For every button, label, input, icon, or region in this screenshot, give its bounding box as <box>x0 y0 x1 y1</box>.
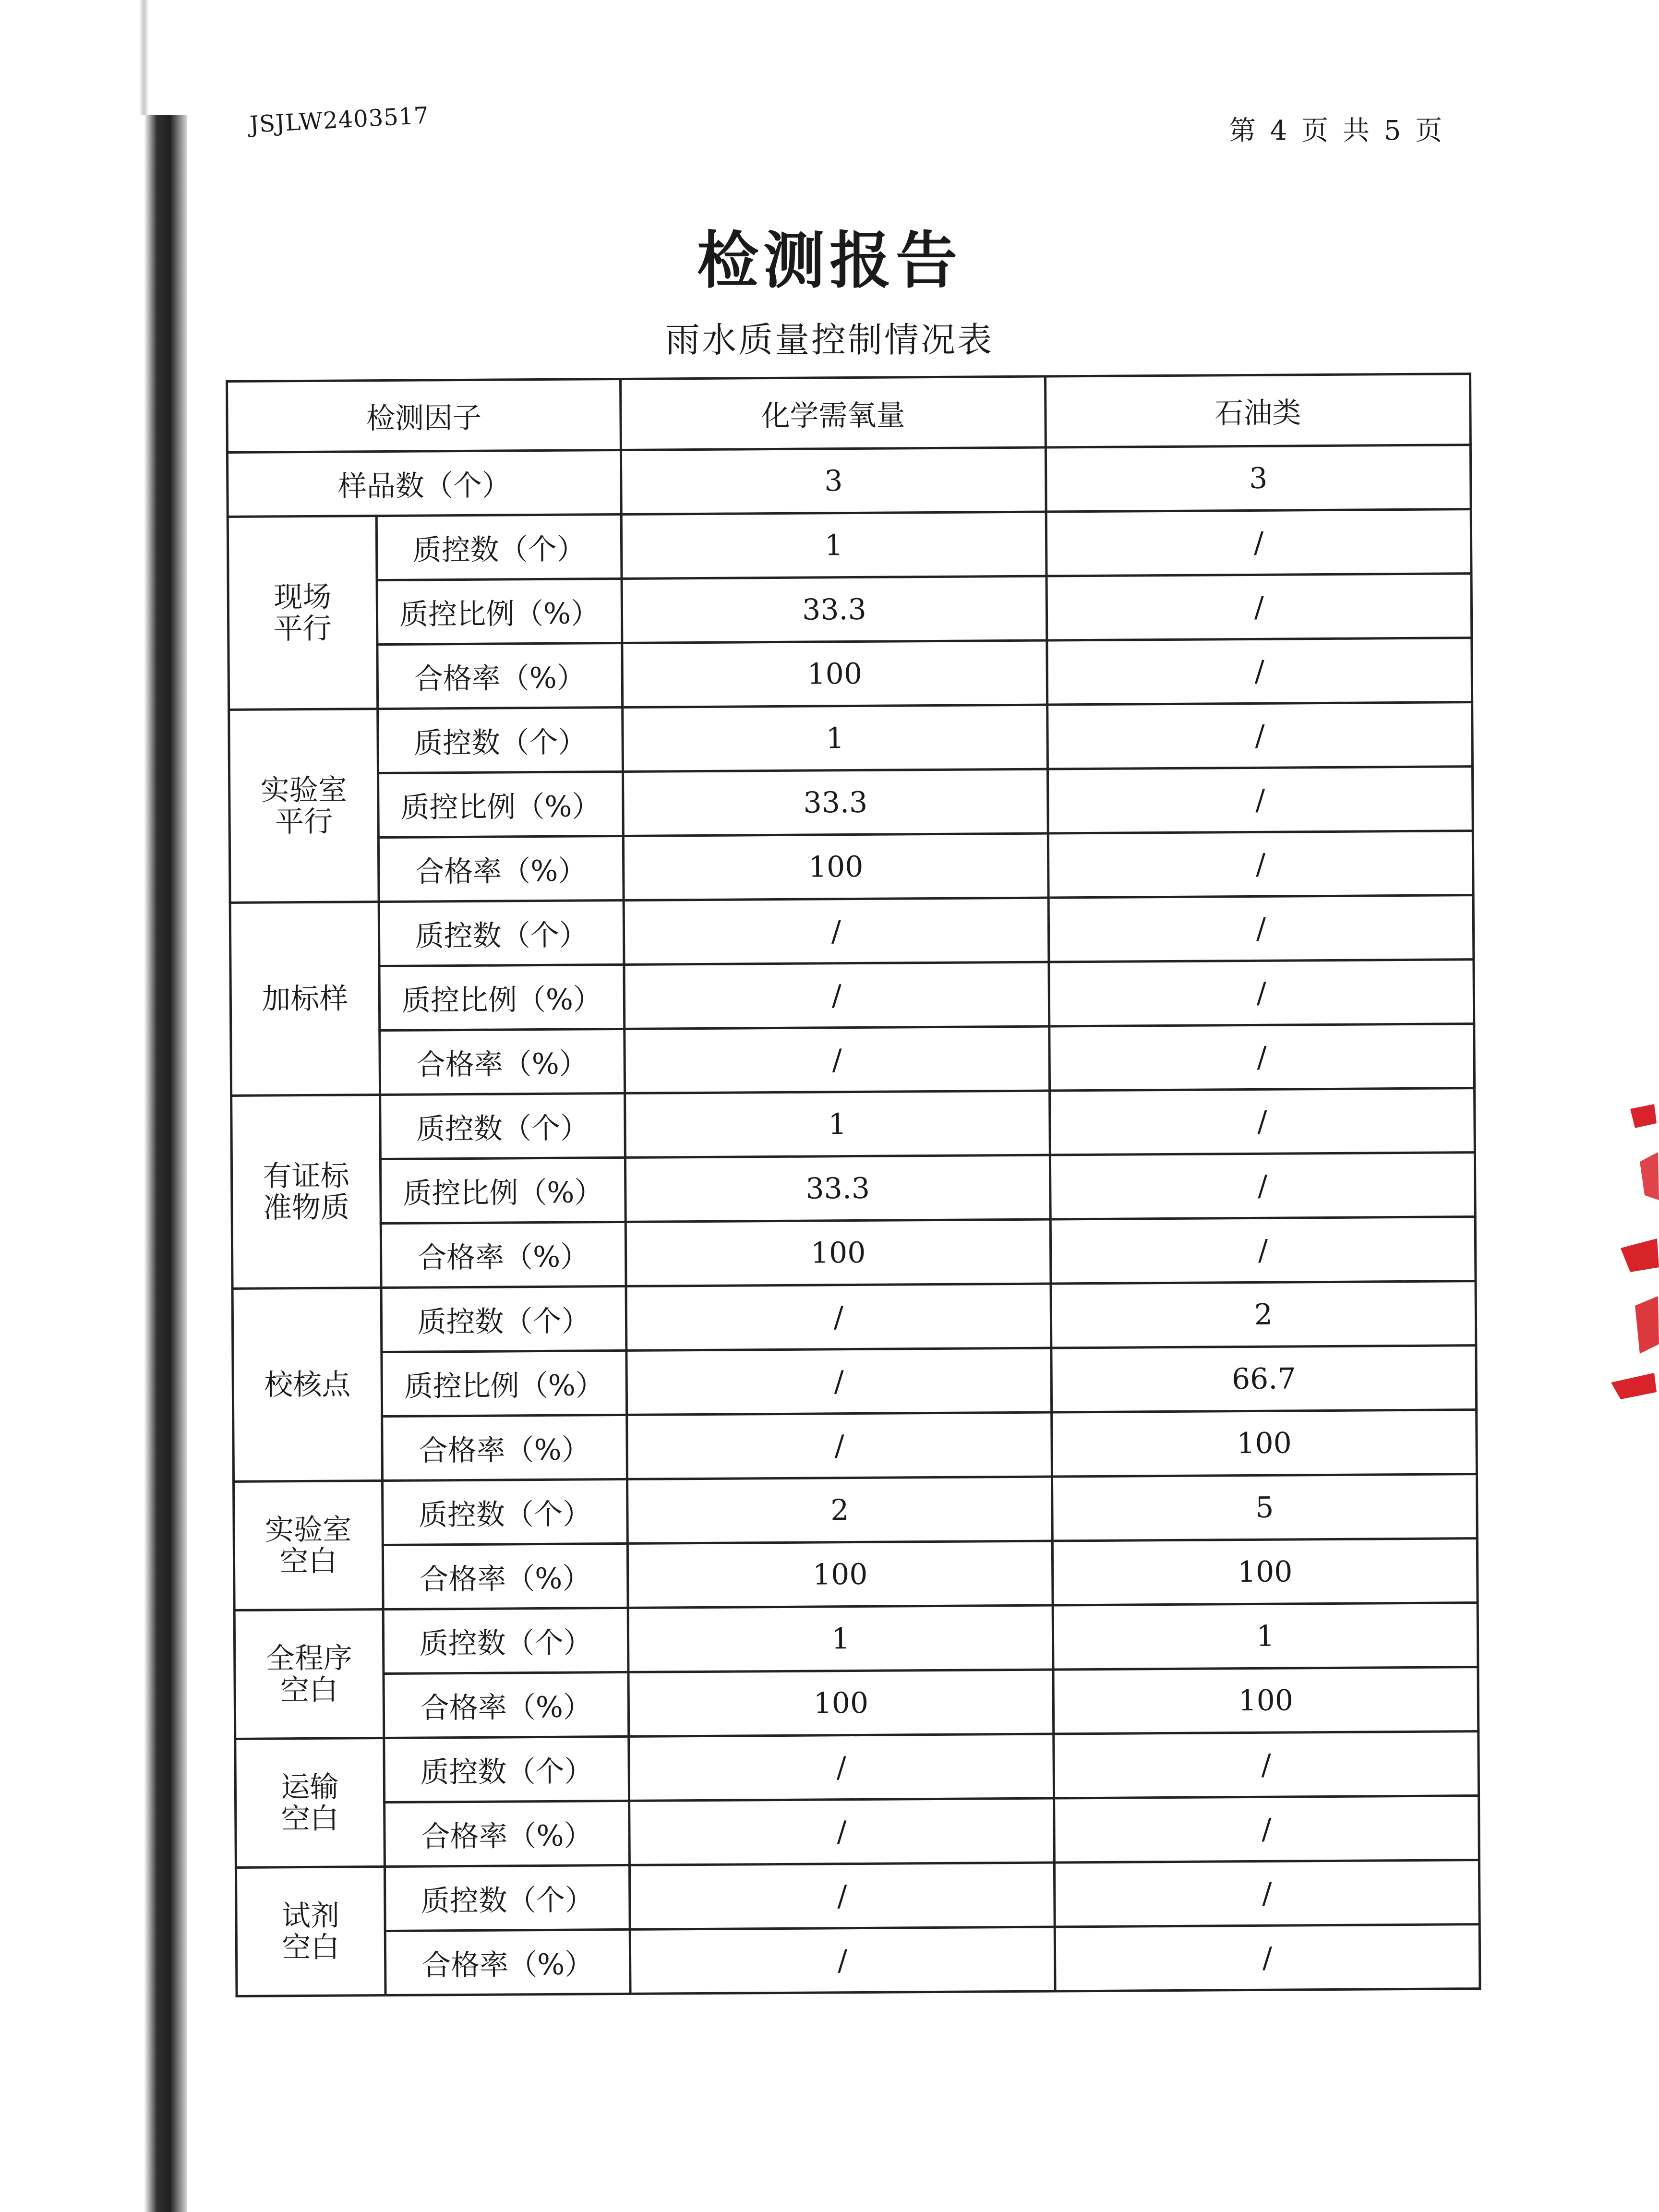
table-row <box>228 574 1472 646</box>
row-label: 质控数（个） <box>383 1479 628 1545</box>
table-cell: 1 <box>621 512 1046 578</box>
row-label: 质控数（个） <box>383 1608 628 1673</box>
group-label-line: 试剂 <box>281 1899 340 1933</box>
table-cell: / <box>1046 574 1472 640</box>
group-label-line: 加标样 <box>262 981 349 1016</box>
table-cell: / <box>624 962 1049 1029</box>
group-label-line: 空白 <box>280 1673 338 1707</box>
table-row <box>229 702 1473 774</box>
table-cell: 100 <box>623 833 1048 900</box>
table-row <box>235 1667 1479 1739</box>
row-label: 合格率（%） <box>383 1543 628 1609</box>
table-row <box>228 509 1471 581</box>
table-cell: / <box>625 1026 1050 1093</box>
document-title: 检测报告 <box>697 225 962 297</box>
table-row <box>229 831 1473 903</box>
table-cell: 2 <box>627 1477 1053 1543</box>
table-row <box>236 1796 1479 1868</box>
group-label <box>234 1481 384 1611</box>
group-label-line: 空白 <box>279 1544 337 1578</box>
qc-table <box>226 373 1481 1997</box>
table-cell: 100 <box>628 1670 1054 1736</box>
row-label: 质控数（个） <box>378 707 623 773</box>
factor-header: 检测因子 <box>227 379 621 452</box>
group-label-line: 平行 <box>275 805 333 839</box>
table-cell: 3 <box>1046 445 1471 512</box>
group-label-line: 有证标 <box>263 1158 349 1193</box>
row-label: 质控数（个） <box>376 514 622 580</box>
table-cell: 100 <box>625 1219 1051 1286</box>
row-label: 质控比例（%） <box>377 578 622 644</box>
row-label: 合格率（%） <box>377 643 623 709</box>
table-row <box>236 1860 1479 1932</box>
table-cell: / <box>629 1734 1054 1801</box>
group-label <box>231 1095 381 1289</box>
table-row <box>231 1088 1475 1160</box>
table-cell: / <box>1054 1796 1479 1863</box>
row-label: 质控比例（%） <box>382 1350 627 1416</box>
row-label: 合格率（%） <box>381 1222 626 1287</box>
table-cell: 33.3 <box>623 769 1048 836</box>
group-label <box>232 1288 382 1482</box>
table-row <box>229 767 1473 839</box>
scan-binding-shadow <box>144 115 187 2212</box>
table-cell: / <box>626 1348 1052 1415</box>
table-cell: / <box>1050 1088 1475 1155</box>
table-cell: / <box>1050 1153 1475 1219</box>
table-cell: / <box>1049 960 1474 1026</box>
table-cell: 3 <box>621 447 1046 514</box>
row-label: 质控数（个） <box>379 900 624 966</box>
table-cell: 1 <box>1053 1603 1478 1670</box>
table-row <box>231 1153 1475 1225</box>
row-label: 合格率（%） <box>382 1415 627 1480</box>
table-row <box>234 1603 1478 1675</box>
table-cell: / <box>1049 1024 1475 1091</box>
table-cell: 1 <box>628 1605 1053 1672</box>
table-cell: 2 <box>1051 1281 1476 1348</box>
sample-count-label: 样品数（个） <box>227 450 621 517</box>
table-cell: 100 <box>622 640 1047 707</box>
table-cell: / <box>629 1798 1055 1865</box>
group-label-line: 现场 <box>274 580 332 614</box>
table-row <box>230 960 1474 1032</box>
table-cell: / <box>1048 831 1473 898</box>
row-label: 质控比例（%） <box>380 1157 625 1223</box>
table-row <box>232 1281 1476 1353</box>
table-cell: 100 <box>1052 1410 1477 1477</box>
page-indicator: 第 4 页 共 5 页 <box>1229 115 1445 146</box>
column-header: 化学需氧量 <box>620 376 1046 450</box>
table-row <box>236 1924 1480 1996</box>
group-label-line: 实验室 <box>260 772 347 807</box>
row-label: 合格率（%） <box>378 836 624 902</box>
table-row <box>233 1410 1477 1482</box>
table-row <box>231 1024 1475 1096</box>
table-cell: 33.3 <box>625 1155 1050 1222</box>
table-cell: 100 <box>1052 1539 1478 1605</box>
group-label <box>228 516 377 710</box>
table-cell: / <box>1055 1924 1480 1991</box>
table-cell: 1 <box>623 705 1048 771</box>
group-label <box>235 1738 385 1868</box>
table-cell: / <box>627 1412 1052 1479</box>
table-cell: / <box>1054 1731 1479 1798</box>
group-label-line: 实验室 <box>264 1512 352 1547</box>
table-row <box>230 895 1474 967</box>
table-cell: / <box>1047 767 1473 833</box>
table-cell: 1 <box>625 1091 1050 1157</box>
row-label: 质控数（个） <box>381 1286 626 1352</box>
group-label-line: 校核点 <box>264 1367 351 1402</box>
group-label-line: 空白 <box>281 1802 339 1836</box>
row-label: 合格率（%） <box>380 1029 625 1094</box>
report-number: JSJLW2403517 <box>249 102 430 138</box>
table-cell: / <box>1046 509 1471 576</box>
table-row <box>234 1539 1478 1611</box>
table-cell: 100 <box>627 1541 1053 1608</box>
header-row <box>227 374 1471 453</box>
group-label <box>229 709 379 903</box>
row-label: 合格率（%） <box>385 1801 630 1866</box>
group-label-line: 全程序 <box>265 1641 352 1676</box>
table-cell: / <box>1054 1860 1479 1927</box>
group-label <box>234 1610 384 1739</box>
seal-stamp-fragment <box>1601 1104 1659 1402</box>
row-label: 质控比例（%） <box>379 964 625 1030</box>
table-cell: / <box>624 898 1049 964</box>
group-label <box>230 902 380 1096</box>
row-label: 质控数（个） <box>385 1865 630 1931</box>
group-label-line: 空白 <box>282 1930 340 1964</box>
table-cell: / <box>626 1284 1051 1350</box>
group-label <box>236 1867 385 1996</box>
row-label: 合格率（%） <box>385 1929 630 1995</box>
table-cell: 100 <box>1053 1667 1479 1734</box>
row-label: 质控比例（%） <box>378 771 624 837</box>
table-row <box>232 1217 1476 1289</box>
table-cell: / <box>1047 638 1472 705</box>
table-cell: / <box>629 1863 1055 1929</box>
row-label: 合格率（%） <box>384 1672 629 1738</box>
row-label: 质控数（个） <box>380 1093 625 1159</box>
table-cell: 33.3 <box>622 576 1047 643</box>
sample-count-row <box>227 445 1471 517</box>
table-caption: 雨水质量控制情况表 <box>665 320 994 360</box>
table-row <box>235 1731 1479 1803</box>
table-cell: / <box>1047 702 1473 769</box>
table-row <box>228 638 1472 710</box>
group-label-line: 平行 <box>274 612 332 646</box>
group-label-line: 运输 <box>281 1770 339 1804</box>
table-cell: / <box>1048 895 1474 962</box>
table-row <box>234 1474 1478 1546</box>
column-header: 石油类 <box>1045 374 1470 447</box>
scan-shadow-top <box>139 0 149 115</box>
group-label-line: 准物质 <box>263 1190 350 1225</box>
table-cell: / <box>1050 1217 1476 1284</box>
table-cell: 5 <box>1052 1474 1477 1541</box>
row-label: 质控数（个） <box>384 1736 629 1802</box>
table-row <box>233 1346 1477 1418</box>
table-cell: / <box>630 1927 1055 1994</box>
table-cell: 66.7 <box>1051 1346 1477 1412</box>
